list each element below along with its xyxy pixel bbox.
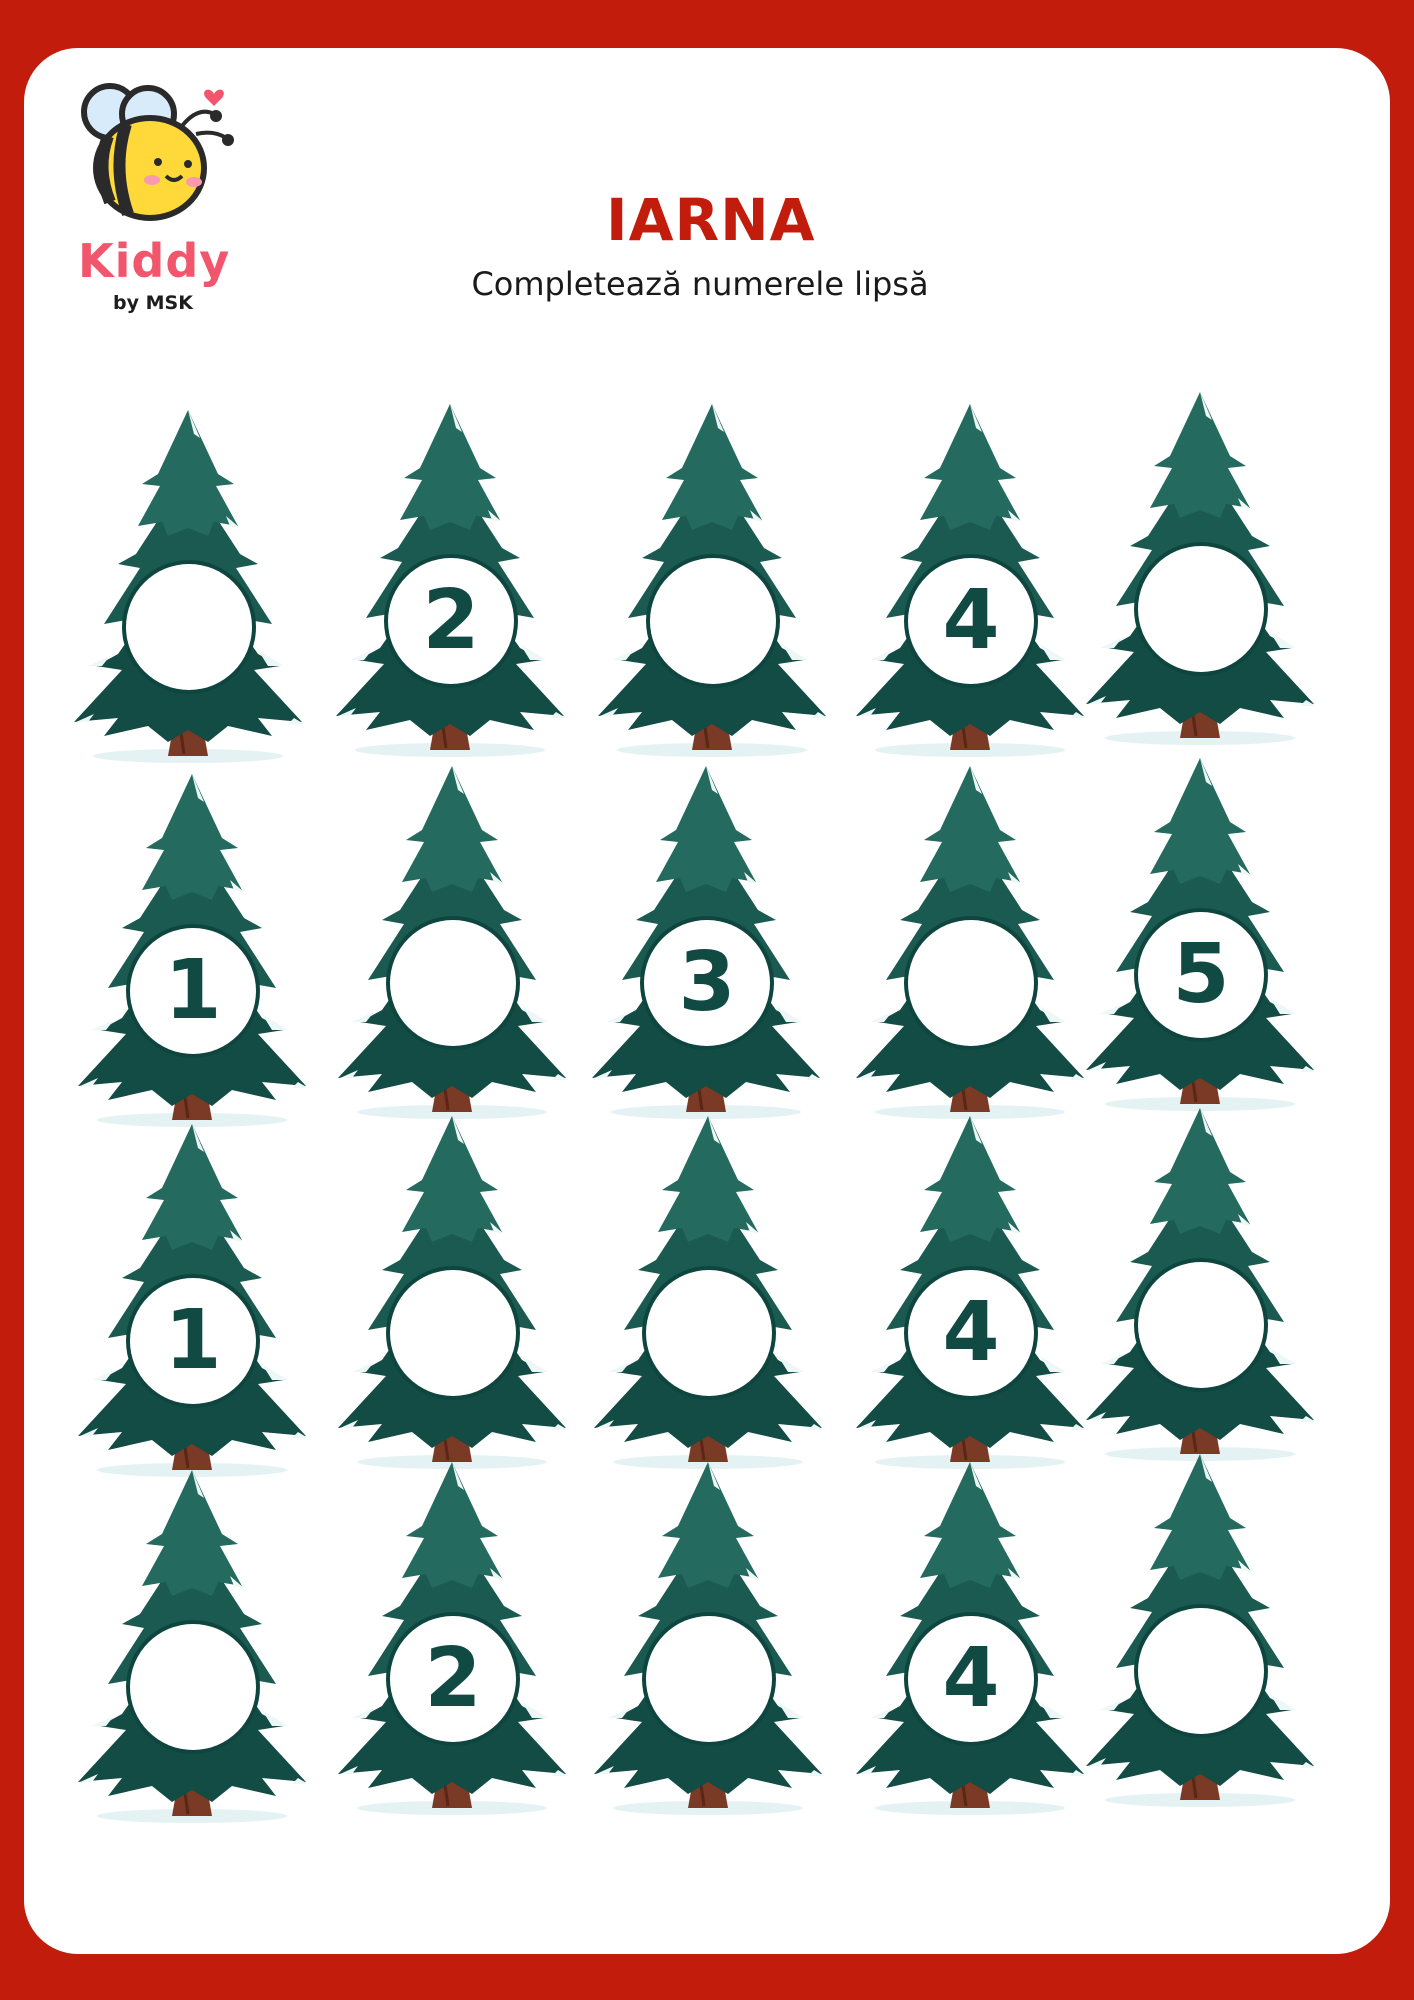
number-circle[interactable]: 1 <box>130 928 256 1054</box>
number-circle[interactable] <box>1138 546 1264 672</box>
page-subtitle: Completează numerele lipsă <box>471 265 929 303</box>
tree-r3-c1 <box>62 1118 322 1498</box>
number-circle[interactable] <box>650 558 776 684</box>
number-circle[interactable] <box>646 1270 772 1396</box>
tree-r1-c3 <box>582 398 842 778</box>
number-circle[interactable] <box>908 920 1034 1046</box>
number-circle[interactable]: 2 <box>390 1616 516 1742</box>
tree-r1-c5 <box>1070 386 1330 766</box>
tree-r1-c2 <box>320 398 580 778</box>
page-title: IARNA <box>606 186 816 254</box>
brand-byline: by MSK <box>113 292 193 314</box>
number-circle[interactable] <box>1138 1262 1264 1388</box>
tree-r3-c4 <box>840 1110 1100 1490</box>
number-circle[interactable] <box>646 1616 772 1742</box>
tree-r2-c5 <box>1070 752 1330 1132</box>
brand-logo <box>56 76 246 316</box>
tree-r3-c3 <box>578 1110 838 1490</box>
number-circle[interactable] <box>390 1270 516 1396</box>
brand-name: Kiddy <box>78 234 231 288</box>
tree-r4-c3 <box>578 1456 838 1836</box>
tree-r4-c5 <box>1070 1448 1330 1828</box>
tree-r2-c1 <box>62 768 322 1148</box>
tree-r4-c4 <box>840 1456 1100 1836</box>
tree-r2-c4 <box>840 760 1100 1140</box>
tree-r3-c2 <box>322 1110 582 1490</box>
tree-r1-c4 <box>840 398 1100 778</box>
number-circle[interactable]: 4 <box>908 1616 1034 1742</box>
tree-r2-c2 <box>322 760 582 1140</box>
tree-r1-c1 <box>58 404 318 784</box>
number-circle[interactable]: 3 <box>644 920 770 1046</box>
number-circle[interactable]: 2 <box>388 558 514 684</box>
number-circle[interactable] <box>390 920 516 1046</box>
bee-icon <box>56 76 246 236</box>
number-circle[interactable] <box>126 564 252 690</box>
tree-r4-c2 <box>322 1456 582 1836</box>
number-circle[interactable]: 1 <box>130 1278 256 1404</box>
tree-r2-c3 <box>576 760 836 1140</box>
number-circle[interactable]: 4 <box>908 1270 1034 1396</box>
number-circle[interactable]: 4 <box>908 558 1034 684</box>
tree-r3-c5 <box>1070 1102 1330 1482</box>
tree-r4-c1 <box>62 1464 322 1844</box>
number-circle[interactable]: 5 <box>1138 912 1264 1038</box>
number-circle[interactable] <box>130 1624 256 1750</box>
number-circle[interactable] <box>1138 1608 1264 1734</box>
